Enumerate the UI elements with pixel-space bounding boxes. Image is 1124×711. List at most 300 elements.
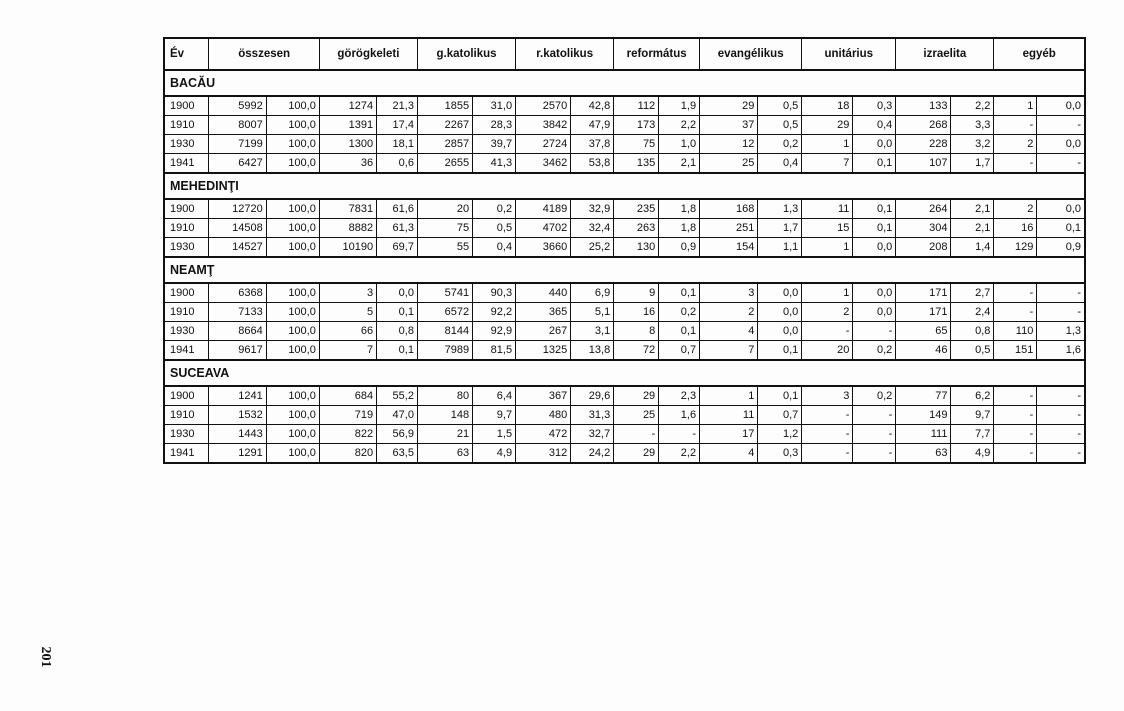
percent-cell: 90,3 xyxy=(473,283,516,303)
year-cell: 1941 xyxy=(164,154,209,174)
percent-cell: 32,4 xyxy=(571,219,614,238)
table-row xyxy=(164,341,1085,361)
count-cell: 75 xyxy=(417,219,472,238)
percent-cell: 1,6 xyxy=(659,406,700,425)
table-row xyxy=(164,406,1085,425)
percent-cell: 2,2 xyxy=(951,96,994,116)
count-cell: 130 xyxy=(614,238,659,258)
percent-cell: 3,2 xyxy=(951,135,994,154)
percent-cell: 9,7 xyxy=(951,406,994,425)
percent-cell: 56,9 xyxy=(377,425,418,444)
percent-cell: 0,4 xyxy=(758,154,802,174)
count-cell: 1 xyxy=(802,283,853,303)
count-cell: 1 xyxy=(802,238,853,258)
percent-cell: 0,1 xyxy=(377,341,418,361)
count-cell: 129 xyxy=(994,238,1037,258)
percent-cell: 0,0 xyxy=(853,303,896,322)
percent-cell: 2,1 xyxy=(659,154,700,174)
percent-cell: 61,3 xyxy=(377,219,418,238)
count-cell: 8 xyxy=(614,322,659,341)
count-cell: 312 xyxy=(516,444,571,464)
percent-cell: 0,0 xyxy=(853,283,896,303)
year-cell: 1930 xyxy=(164,322,209,341)
year-cell: 1941 xyxy=(164,444,209,464)
percent-cell: 0,0 xyxy=(758,283,802,303)
percent-cell: 0,1 xyxy=(853,154,896,174)
percent-cell: 2,2 xyxy=(659,444,700,464)
count-cell: 5 xyxy=(319,303,376,322)
table-row xyxy=(164,322,1085,341)
year-cell: 1900 xyxy=(164,96,209,116)
table-body xyxy=(164,70,1085,463)
table-row xyxy=(164,238,1085,258)
header-greek-orthodox: görögkeleti xyxy=(319,38,417,70)
count-cell: 251 xyxy=(700,219,758,238)
page-number: 201 xyxy=(38,646,53,668)
count-cell: 1391 xyxy=(319,116,376,135)
percent-cell: 100,0 xyxy=(266,322,319,341)
year-cell: 1910 xyxy=(164,406,209,425)
percent-cell: 24,2 xyxy=(571,444,614,464)
count-cell: 63 xyxy=(896,444,951,464)
percent-cell: 100,0 xyxy=(266,444,319,464)
count-cell: - xyxy=(802,425,853,444)
percent-cell: 47,9 xyxy=(571,116,614,135)
county-header-row xyxy=(164,173,1085,199)
count-cell: - xyxy=(994,283,1037,303)
count-cell: 66 xyxy=(319,322,376,341)
count-cell: 112 xyxy=(614,96,659,116)
count-cell: 29 xyxy=(614,386,659,406)
count-cell: 107 xyxy=(896,154,951,174)
count-cell: 16 xyxy=(994,219,1037,238)
count-cell: 21 xyxy=(417,425,472,444)
count-cell: 3 xyxy=(700,283,758,303)
percent-cell: 0,1 xyxy=(659,322,700,341)
count-cell: 151 xyxy=(994,341,1037,361)
percent-cell: 6,4 xyxy=(473,386,516,406)
percent-cell: 7,7 xyxy=(951,425,994,444)
percent-cell: 100,0 xyxy=(266,96,319,116)
percent-cell: - xyxy=(1037,116,1085,135)
count-cell: 268 xyxy=(896,116,951,135)
count-cell: 29 xyxy=(614,444,659,464)
count-cell: 1291 xyxy=(209,444,266,464)
percent-cell: - xyxy=(1037,444,1085,464)
percent-cell: 6,2 xyxy=(951,386,994,406)
percent-cell: 0,3 xyxy=(758,444,802,464)
header-greek-catholic: g.katolikus xyxy=(417,38,515,70)
year-cell: 1930 xyxy=(164,425,209,444)
count-cell: 7133 xyxy=(209,303,266,322)
year-cell: 1910 xyxy=(164,116,209,135)
count-cell: 46 xyxy=(896,341,951,361)
count-cell: 12720 xyxy=(209,199,266,219)
count-cell: 7 xyxy=(700,341,758,361)
count-cell: 235 xyxy=(614,199,659,219)
count-cell: 7 xyxy=(319,341,376,361)
count-cell: 822 xyxy=(319,425,376,444)
percent-cell: 0,0 xyxy=(853,238,896,258)
year-cell: 1900 xyxy=(164,199,209,219)
percent-cell: 2,7 xyxy=(951,283,994,303)
count-cell: 11 xyxy=(802,199,853,219)
count-cell: 1241 xyxy=(209,386,266,406)
header-total: összesen xyxy=(209,38,319,70)
count-cell: 820 xyxy=(319,444,376,464)
percent-cell: 100,0 xyxy=(266,135,319,154)
percent-cell: 0,1 xyxy=(377,303,418,322)
count-cell: 75 xyxy=(614,135,659,154)
header-reformed: református xyxy=(614,38,700,70)
count-cell: 4 xyxy=(700,444,758,464)
county-header-row xyxy=(164,70,1085,96)
count-cell: 80 xyxy=(417,386,472,406)
percent-cell: 31,3 xyxy=(571,406,614,425)
count-cell: 72 xyxy=(614,341,659,361)
count-cell: 14527 xyxy=(209,238,266,258)
percent-cell: 1,7 xyxy=(758,219,802,238)
count-cell: 29 xyxy=(802,116,853,135)
percent-cell: 100,0 xyxy=(266,386,319,406)
count-cell: 4189 xyxy=(516,199,571,219)
count-cell: - xyxy=(614,425,659,444)
percent-cell: 0,7 xyxy=(659,341,700,361)
count-cell: 29 xyxy=(700,96,758,116)
count-cell: 77 xyxy=(896,386,951,406)
percent-cell: 0,0 xyxy=(377,283,418,303)
percent-cell: 0,3 xyxy=(853,96,896,116)
percent-cell: 100,0 xyxy=(266,116,319,135)
percent-cell: 100,0 xyxy=(266,283,319,303)
count-cell: - xyxy=(994,303,1037,322)
count-cell: 36 xyxy=(319,154,376,174)
percent-cell: 61,6 xyxy=(377,199,418,219)
percent-cell: 42,8 xyxy=(571,96,614,116)
percent-cell: 100,0 xyxy=(266,406,319,425)
count-cell: 1274 xyxy=(319,96,376,116)
count-cell: 12 xyxy=(700,135,758,154)
percent-cell: 1,4 xyxy=(951,238,994,258)
count-cell: 15 xyxy=(802,219,853,238)
percent-cell: 92,2 xyxy=(473,303,516,322)
count-cell: 4702 xyxy=(516,219,571,238)
count-cell: - xyxy=(802,322,853,341)
percent-cell: - xyxy=(853,444,896,464)
table-row xyxy=(164,96,1085,116)
count-cell: 111 xyxy=(896,425,951,444)
count-cell: 8007 xyxy=(209,116,266,135)
percent-cell: 1,2 xyxy=(758,425,802,444)
count-cell: 440 xyxy=(516,283,571,303)
percent-cell: 9,7 xyxy=(473,406,516,425)
count-cell: 16 xyxy=(614,303,659,322)
percent-cell: 21,3 xyxy=(377,96,418,116)
percent-cell: 0,5 xyxy=(758,96,802,116)
count-cell: 304 xyxy=(896,219,951,238)
percent-cell: 55,2 xyxy=(377,386,418,406)
percent-cell: 31,0 xyxy=(473,96,516,116)
count-cell: 133 xyxy=(896,96,951,116)
count-cell: 173 xyxy=(614,116,659,135)
percent-cell: 0,2 xyxy=(758,135,802,154)
count-cell: 8882 xyxy=(319,219,376,238)
percent-cell: - xyxy=(853,406,896,425)
percent-cell: 0,1 xyxy=(853,219,896,238)
percent-cell: 69,7 xyxy=(377,238,418,258)
percent-cell: 2,1 xyxy=(951,219,994,238)
count-cell: 480 xyxy=(516,406,571,425)
year-cell: 1930 xyxy=(164,135,209,154)
census-table xyxy=(163,37,1086,464)
count-cell: 20 xyxy=(417,199,472,219)
count-cell: 9617 xyxy=(209,341,266,361)
percent-cell: 0,8 xyxy=(377,322,418,341)
percent-cell: 28,3 xyxy=(473,116,516,135)
percent-cell: 0,4 xyxy=(853,116,896,135)
percent-cell: 1,9 xyxy=(659,96,700,116)
percent-cell: 0,1 xyxy=(758,341,802,361)
county-header-row xyxy=(164,257,1085,283)
percent-cell: 4,9 xyxy=(473,444,516,464)
percent-cell: 1,8 xyxy=(659,219,700,238)
table-row xyxy=(164,444,1085,464)
header-other: egyéb xyxy=(994,38,1085,70)
percent-cell: 0,5 xyxy=(473,219,516,238)
percent-cell: 4,9 xyxy=(951,444,994,464)
percent-cell: 37,8 xyxy=(571,135,614,154)
count-cell: - xyxy=(802,406,853,425)
count-cell: 472 xyxy=(516,425,571,444)
count-cell: 684 xyxy=(319,386,376,406)
count-cell: 5992 xyxy=(209,96,266,116)
percent-cell: 5,1 xyxy=(571,303,614,322)
percent-cell: 100,0 xyxy=(266,154,319,174)
percent-cell: 3,3 xyxy=(951,116,994,135)
count-cell: 5741 xyxy=(417,283,472,303)
percent-cell: 0,2 xyxy=(853,386,896,406)
count-cell: 2 xyxy=(700,303,758,322)
percent-cell: 1,6 xyxy=(1037,341,1085,361)
percent-cell: 17,4 xyxy=(377,116,418,135)
count-cell: 8664 xyxy=(209,322,266,341)
percent-cell: 0,4 xyxy=(473,238,516,258)
percent-cell: 1,3 xyxy=(1037,322,1085,341)
percent-cell: 0,5 xyxy=(758,116,802,135)
count-cell: 7831 xyxy=(319,199,376,219)
count-cell: 7 xyxy=(802,154,853,174)
header-unitarian: unitárius xyxy=(802,38,896,70)
header-evangelical: evangélikus xyxy=(700,38,802,70)
percent-cell: - xyxy=(1037,154,1085,174)
year-cell: 1910 xyxy=(164,303,209,322)
percent-cell: 39,7 xyxy=(473,135,516,154)
percent-cell: 100,0 xyxy=(266,341,319,361)
count-cell: 1855 xyxy=(417,96,472,116)
count-cell: 65 xyxy=(896,322,951,341)
percent-cell: 0,0 xyxy=(758,322,802,341)
count-cell: 267 xyxy=(516,322,571,341)
count-cell: 2 xyxy=(994,199,1037,219)
count-cell: - xyxy=(994,154,1037,174)
year-cell: 1930 xyxy=(164,238,209,258)
percent-cell: 53,8 xyxy=(571,154,614,174)
percent-cell: - xyxy=(1037,406,1085,425)
count-cell: 3 xyxy=(802,386,853,406)
count-cell: 9 xyxy=(614,283,659,303)
count-cell: 148 xyxy=(417,406,472,425)
count-cell: 14508 xyxy=(209,219,266,238)
count-cell: 20 xyxy=(802,341,853,361)
count-cell: 3660 xyxy=(516,238,571,258)
count-cell: - xyxy=(802,444,853,464)
county-name: NEAMŢ xyxy=(164,257,1085,283)
count-cell: 3 xyxy=(319,283,376,303)
header-israelite: izraelita xyxy=(896,38,994,70)
percent-cell: 0,1 xyxy=(659,283,700,303)
count-cell: 1 xyxy=(994,96,1037,116)
count-cell: 55 xyxy=(417,238,472,258)
count-cell: - xyxy=(994,406,1037,425)
count-cell: 171 xyxy=(896,283,951,303)
table-row xyxy=(164,425,1085,444)
year-cell: 1900 xyxy=(164,283,209,303)
percent-cell: 81,5 xyxy=(473,341,516,361)
count-cell: 18 xyxy=(802,96,853,116)
percent-cell: - xyxy=(853,425,896,444)
count-cell: 1300 xyxy=(319,135,376,154)
count-cell: 2655 xyxy=(417,154,472,174)
percent-cell: 1,5 xyxy=(473,425,516,444)
count-cell: 365 xyxy=(516,303,571,322)
percent-cell: - xyxy=(1037,386,1085,406)
percent-cell: 100,0 xyxy=(266,219,319,238)
count-cell: 1 xyxy=(700,386,758,406)
table-row xyxy=(164,199,1085,219)
county-name: SUCEAVA xyxy=(164,360,1085,386)
percent-cell: 32,7 xyxy=(571,425,614,444)
county-header-row xyxy=(164,360,1085,386)
percent-cell: 0,2 xyxy=(853,341,896,361)
table-row xyxy=(164,116,1085,135)
percent-cell: 25,2 xyxy=(571,238,614,258)
count-cell: 3462 xyxy=(516,154,571,174)
count-cell: 8144 xyxy=(417,322,472,341)
count-cell: 1 xyxy=(802,135,853,154)
count-cell: 208 xyxy=(896,238,951,258)
percent-cell: - xyxy=(1037,283,1085,303)
percent-cell: 0,9 xyxy=(1037,238,1085,258)
count-cell: 7199 xyxy=(209,135,266,154)
count-cell: 367 xyxy=(516,386,571,406)
percent-cell: 0,1 xyxy=(853,199,896,219)
count-cell: 228 xyxy=(896,135,951,154)
percent-cell: - xyxy=(659,425,700,444)
count-cell: 7989 xyxy=(417,341,472,361)
count-cell: 6572 xyxy=(417,303,472,322)
count-cell: 264 xyxy=(896,199,951,219)
count-cell: 1443 xyxy=(209,425,266,444)
header-year: Év xyxy=(164,38,209,70)
county-name: MEHEDINŢI xyxy=(164,173,1085,199)
count-cell: 719 xyxy=(319,406,376,425)
percent-cell: 0,0 xyxy=(1037,96,1085,116)
count-cell: 168 xyxy=(700,199,758,219)
percent-cell: 13,8 xyxy=(571,341,614,361)
count-cell: 149 xyxy=(896,406,951,425)
percent-cell: - xyxy=(1037,303,1085,322)
percent-cell: 0,5 xyxy=(951,341,994,361)
percent-cell: 0,8 xyxy=(951,322,994,341)
count-cell: 2 xyxy=(994,135,1037,154)
percent-cell: 0,2 xyxy=(659,303,700,322)
year-cell: 1941 xyxy=(164,341,209,361)
count-cell: - xyxy=(994,444,1037,464)
percent-cell: 41,3 xyxy=(473,154,516,174)
count-cell: 1325 xyxy=(516,341,571,361)
year-cell: 1910 xyxy=(164,219,209,238)
count-cell: 2724 xyxy=(516,135,571,154)
count-cell: - xyxy=(994,116,1037,135)
count-cell: 154 xyxy=(700,238,758,258)
percent-cell: 0,7 xyxy=(758,406,802,425)
count-cell: 2570 xyxy=(516,96,571,116)
percent-cell: 0,0 xyxy=(1037,135,1085,154)
percent-cell: 2,3 xyxy=(659,386,700,406)
year-cell: 1900 xyxy=(164,386,209,406)
count-cell: 3842 xyxy=(516,116,571,135)
percent-cell: 1,7 xyxy=(951,154,994,174)
table-row xyxy=(164,283,1085,303)
percent-cell: 0,0 xyxy=(758,303,802,322)
count-cell: 171 xyxy=(896,303,951,322)
count-cell: 63 xyxy=(417,444,472,464)
header-row xyxy=(164,38,1085,70)
table-row xyxy=(164,219,1085,238)
count-cell: 10190 xyxy=(319,238,376,258)
count-cell: - xyxy=(994,386,1037,406)
count-cell: 110 xyxy=(994,322,1037,341)
percent-cell: 2,1 xyxy=(951,199,994,219)
count-cell: 6368 xyxy=(209,283,266,303)
percent-cell: 6,9 xyxy=(571,283,614,303)
percent-cell: 29,6 xyxy=(571,386,614,406)
percent-cell: 100,0 xyxy=(266,199,319,219)
table-row xyxy=(164,135,1085,154)
percent-cell: 1,0 xyxy=(659,135,700,154)
table-row xyxy=(164,386,1085,406)
percent-cell: 32,9 xyxy=(571,199,614,219)
percent-cell: 0,9 xyxy=(659,238,700,258)
percent-cell: 0,1 xyxy=(758,386,802,406)
percent-cell: 100,0 xyxy=(266,303,319,322)
percent-cell: - xyxy=(853,322,896,341)
table-row xyxy=(164,154,1085,174)
count-cell: 11 xyxy=(700,406,758,425)
count-cell: 2267 xyxy=(417,116,472,135)
percent-cell: - xyxy=(1037,425,1085,444)
count-cell: 25 xyxy=(700,154,758,174)
percent-cell: 18,1 xyxy=(377,135,418,154)
percent-cell: 2,4 xyxy=(951,303,994,322)
count-cell: - xyxy=(994,425,1037,444)
count-cell: 1532 xyxy=(209,406,266,425)
percent-cell: 0,0 xyxy=(1037,199,1085,219)
percent-cell: 1,1 xyxy=(758,238,802,258)
percent-cell: 1,3 xyxy=(758,199,802,219)
percent-cell: 3,1 xyxy=(571,322,614,341)
percent-cell: 2,2 xyxy=(659,116,700,135)
